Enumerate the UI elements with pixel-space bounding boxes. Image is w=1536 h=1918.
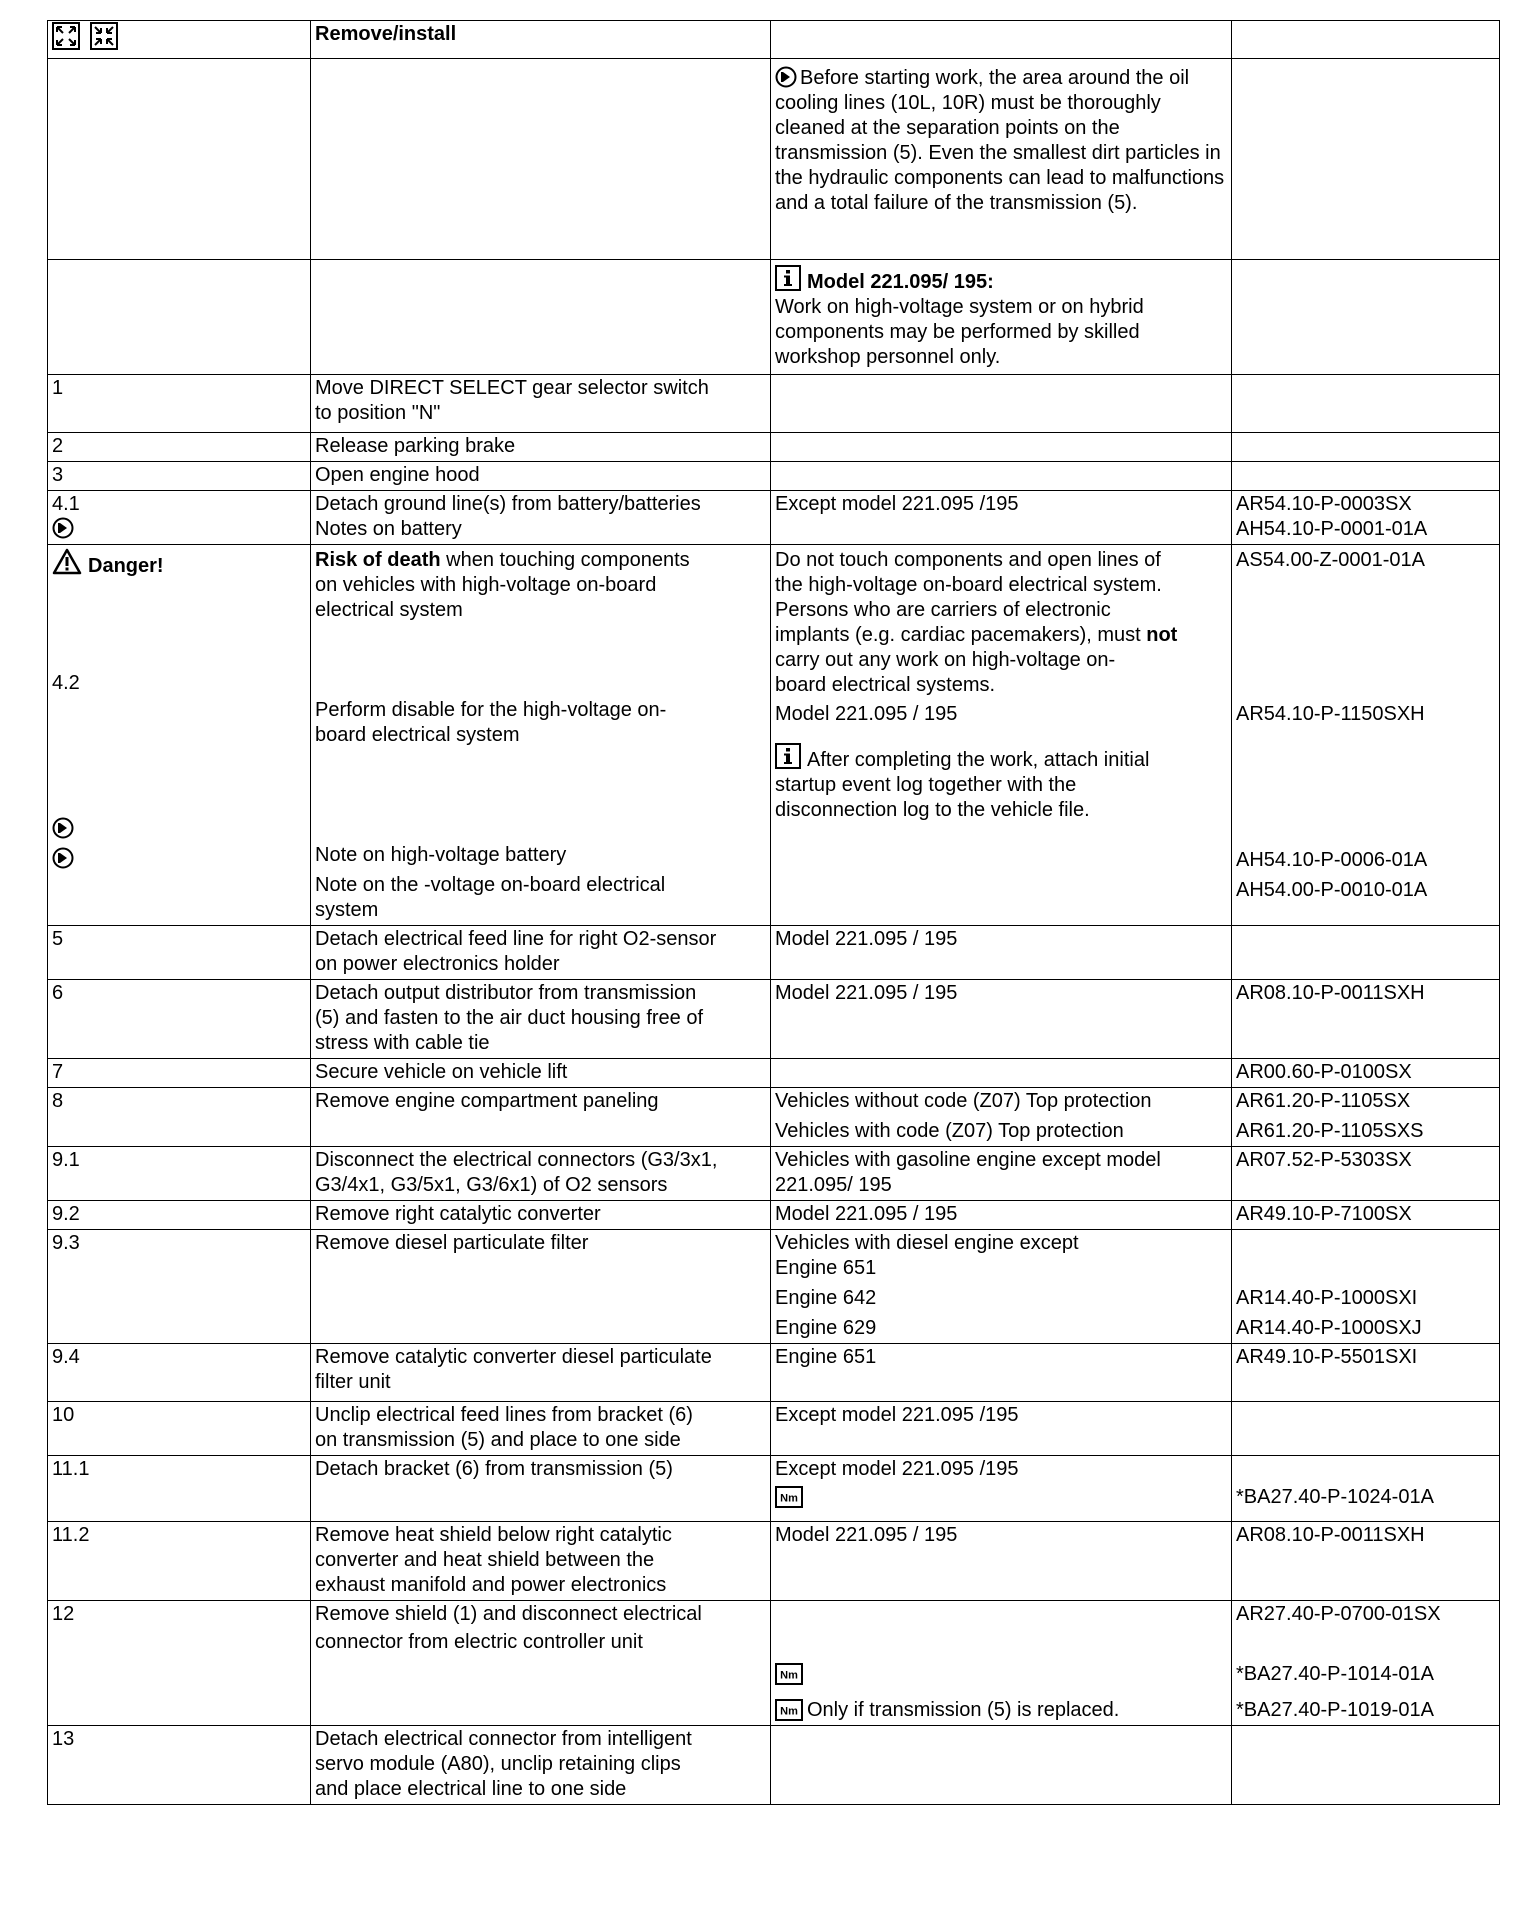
step-row-13: 13 Detach electrical connector from intelligent servo module (A80), unclip retaining clips and place electrical line to one side <box>48 1726 1500 1805</box>
step-row-8 <box>48 1088 1500 1147</box>
step-description: Remove right catalytic converter <box>311 1201 771 1230</box>
note-description: Note on high-voltage battery <box>315 844 567 866</box>
step-description: Release parking brake <box>311 433 771 462</box>
doc-reference-link[interactable]: AR54.10-P-0003SX <box>1236 493 1412 515</box>
doc-reference-link[interactable]: AR08.10-P-0011SXH <box>1232 1522 1500 1601</box>
step-description: Detach electrical feed line for right O2-sensor <box>315 928 717 950</box>
step-row-4-1 <box>48 491 1500 545</box>
step-description: Detach electrical connector from intelligent <box>315 1728 692 1750</box>
step-description: Remove catalytic converter diesel particulate <box>315 1346 712 1368</box>
step-number: 1 <box>48 375 311 433</box>
step-row-1 <box>48 375 1500 433</box>
doc-reference-link[interactable]: AR49.10-P-7100SX <box>1232 1201 1500 1230</box>
doc-reference-link[interactable]: *BA27.40-P-1019-01A <box>1236 1699 1434 1721</box>
step-number: 7 <box>48 1059 311 1088</box>
step-number: 4.1 <box>52 493 80 515</box>
doc-reference-link[interactable]: AR54.10-P-1150SXH <box>1236 703 1425 725</box>
step-number: 12 <box>48 1601 311 1726</box>
step-number: 2 <box>48 433 311 462</box>
step-number: 9.3 <box>48 1230 311 1344</box>
step-row-9-2 <box>48 1201 1500 1230</box>
svg-text:Nm: Nm <box>780 1705 798 1718</box>
step-row-9-1: 9.1 Disconnect the electrical connectors (G3/3x1, G3/4x1, G3/5x1, G3/6x1) of O2 sensors Vehicles with gasoline engine except model 221.095/ 195 AR07.52-P-5303SX <box>48 1147 1500 1201</box>
step-condition: Vehicles with diesel engine except <box>775 1232 1079 1254</box>
warning-icon <box>52 548 82 575</box>
step-condition: Engine 629 <box>775 1317 877 1339</box>
step-condition: Except model 221.095 /195 <box>771 491 1232 545</box>
step-description: Remove diesel particulate filter <box>311 1230 771 1344</box>
step-description: Open engine hood <box>311 462 771 491</box>
step-condition: Vehicles with code (Z07) Top protection <box>775 1120 1124 1142</box>
doc-reference-link[interactable]: AH54.00-P-0010-01A <box>1236 879 1428 901</box>
doc-reference-link[interactable]: AH54.10-P-0006-01A <box>1236 849 1428 871</box>
step-description: Disconnect the electrical connectors (G3/3x1, <box>315 1149 718 1171</box>
danger-label: Danger! <box>88 555 164 577</box>
doc-reference-link[interactable]: AR61.20-P-1105SX <box>1236 1090 1411 1112</box>
step-row-3 <box>48 462 1500 491</box>
step-description: Unclip electrical feed lines from bracket (6) <box>315 1404 693 1426</box>
torque-icon <box>775 1486 803 1508</box>
step-number: 11.1 <box>48 1456 311 1522</box>
risk-label: Risk of death <box>315 549 441 571</box>
step-number: 4.2 <box>52 672 80 694</box>
step-number: 5 <box>48 926 311 980</box>
step-description: Move DIRECT SELECT gear selector switch to position "N" <box>311 375 771 433</box>
doc-reference-link[interactable]: AR49.10-P-5501SXI <box>1232 1344 1500 1402</box>
svg-text:Nm: Nm <box>780 1669 798 1682</box>
stop-note-icon <box>52 517 74 539</box>
step-number: 11.2 <box>48 1522 311 1601</box>
step-number: 9.4 <box>48 1344 311 1402</box>
doc-reference-link[interactable]: AR27.40-P-0700-01SX <box>1236 1603 1441 1625</box>
svg-text:Nm: Nm <box>780 1492 798 1505</box>
step-condition: Engine 651 <box>771 1344 1232 1402</box>
doc-reference-link[interactable]: AH54.10-P-0001-01A <box>1236 518 1428 540</box>
step-description: Perform disable for the high-voltage on- <box>315 699 667 721</box>
step-row-6: 6 Detach output distributor from transmission (5) and fasten to the air duct housing free of stress with cable tie Model 221.095 / 195 AR08.10-P-0011SXH <box>48 980 1500 1059</box>
step-condition: Model 221.095 / 195 <box>775 703 958 725</box>
doc-reference-link[interactable]: *BA27.40-P-1014-01A <box>1236 1663 1434 1685</box>
step-condition: Vehicles with gasoline engine except model <box>775 1149 1161 1171</box>
note-row-model <box>48 260 1500 375</box>
step-description: Detach ground line(s) from battery/batteries <box>315 493 701 515</box>
doc-reference-link[interactable]: AR14.40-P-1000SXJ <box>1236 1317 1422 1339</box>
step-condition: Except model 221.095 /195 <box>771 1402 1232 1456</box>
step-number: 8 <box>48 1088 311 1147</box>
step-description: Secure vehicle on vehicle lift <box>311 1059 771 1088</box>
step-condition: Engine 642 <box>775 1287 877 1309</box>
step-description: Detach output distributor from transmission <box>315 982 697 1004</box>
step-number: 9.1 <box>48 1147 311 1201</box>
step-condition: Model 221.095 / 195 <box>771 1201 1232 1230</box>
step-description: Remove engine compartment paneling <box>311 1088 771 1147</box>
step-description: Remove shield (1) and disconnect electrical <box>315 1603 702 1625</box>
step-row-danger-4-2: Danger! 4.2 Risk of death when touching components on vehicles with high-voltage on-board electrical system Perform disable for the high-voltage on- board electrical system Note on high-voltage battery Note on the -voltage on-board electrical system Do not touch components and open lines of the high-voltage on-board electrical system. Persons who are carriers of electronic implants (e.g. cardiac pacemakers), must not carry out any work on high-voltage on- board electrical systems. Model 221.095 / 195 After completing the work, attach initial startup event log together with the disconnection log to the vehicle file. AS54.00-Z-0001-01A AR54.10-P-1150SXH AH54.10-P-0006-01A AH54.00-P-0010-01A <box>48 545 1500 926</box>
step-row-5: 5 Detach electrical feed line for right O2-sensor on power electronics holder Model 221.095 / 195 <box>48 926 1500 980</box>
model-note-text: Work on high-voltage system or on hybrid components may be performed by skilled workshop personnel only. <box>775 296 1144 368</box>
doc-reference-link[interactable]: AS54.00-Z-0001-01A <box>1236 549 1426 571</box>
step-condition: Model 221.095 / 195 <box>771 1522 1232 1601</box>
step-condition: Vehicles without code (Z07) Top protection <box>775 1090 1152 1112</box>
step-number: 13 <box>48 1726 311 1805</box>
note-row-cleaning <box>48 59 1500 260</box>
step-number: 6 <box>48 980 311 1059</box>
torque-icon <box>775 1663 803 1685</box>
model-note <box>771 260 1232 375</box>
cleaning-note-text: Before starting work, the area around the oil cooling lines (10L, 10R) must be thoroughly cleaned at the separation points on the transmission (5). Even the smallest dirt particles in the hydraulic components can lead to malfunctions and a total failure of the transmission (5). <box>775 67 1225 214</box>
cleaning-note <box>771 59 1232 260</box>
step-row-10: 10 Unclip electrical feed lines from bracket (6) on transmission (5) and place to one side Except model 221.095 /195 <box>48 1402 1500 1456</box>
step-row-7 <box>48 1059 1500 1088</box>
step-row-2 <box>48 433 1500 462</box>
doc-reference-link[interactable]: AR14.40-P-1000SXI <box>1236 1287 1418 1309</box>
stop-note-icon <box>52 817 74 839</box>
doc-reference-link[interactable]: *BA27.40-P-1024-01A <box>1236 1486 1434 1508</box>
step-condition: Except model 221.095 /195 <box>775 1458 1019 1480</box>
step-row-9-4: 9.4 Remove catalytic converter diesel particulate filter unit Engine 651 AR49.10-P-5501SXI <box>48 1344 1500 1402</box>
doc-reference-link[interactable]: AR61.20-P-1105SXS <box>1236 1120 1424 1142</box>
step-number: 3 <box>48 462 311 491</box>
doc-reference-link[interactable]: AR00.60-P-0100SX <box>1232 1059 1500 1088</box>
step-row-12: 12 Remove shield (1) and disconnect electrical connector from electric controller unit Nm Nm Only if transmission (5) is replaced. AR27.40-P-0700-01SX *BA27.40-P-1014-01A *BA27.40-P-1019-01A <box>48 1601 1500 1726</box>
doc-reference-link[interactable]: AR08.10-P-0011SXH <box>1232 980 1500 1059</box>
step-number: 9.2 <box>48 1201 311 1230</box>
stop-note-icon <box>52 847 74 869</box>
procedure-table <box>47 20 1500 1805</box>
collapse-icon[interactable] <box>90 22 118 50</box>
info-icon <box>775 743 801 769</box>
stop-note-icon <box>775 66 797 88</box>
torque-icon <box>775 1699 803 1721</box>
info-icon <box>775 265 801 291</box>
step-row-11-1 <box>48 1456 1500 1522</box>
step-condition: Model 221.095 / 195 <box>771 926 1232 980</box>
step-condition: Model 221.095 / 195 <box>771 980 1232 1059</box>
step-number: 10 <box>48 1402 311 1456</box>
step-condition: Only if transmission (5) is replaced. <box>807 1699 1120 1721</box>
expand-icon[interactable] <box>52 22 80 50</box>
header-title: Remove/install <box>311 21 771 59</box>
step-row-11-2: 11.2 Remove heat shield below right catalytic converter and heat shield between the exhaust manifold and power electronics Model 221.095 / 195 AR08.10-P-0011SXH <box>48 1522 1500 1601</box>
step-row-9-3: 9.3 Remove diesel particulate filter Vehicles with diesel engine except Engine 651 Engine 642 Engine 629 AR14.40-P-1000SXI AR14.40-P-1000SXJ <box>48 1230 1500 1344</box>
step-description: Detach bracket (6) from transmission (5) <box>311 1456 771 1522</box>
header-icons-cell <box>48 21 311 59</box>
note-description: Notes on battery <box>315 518 462 540</box>
model-note-title: Model 221.095/ 195: <box>807 271 994 293</box>
doc-reference-link[interactable]: AR07.52-P-5303SX <box>1232 1147 1500 1201</box>
table-header-row <box>48 21 1500 59</box>
step-description: Remove heat shield below right catalytic <box>315 1524 672 1546</box>
